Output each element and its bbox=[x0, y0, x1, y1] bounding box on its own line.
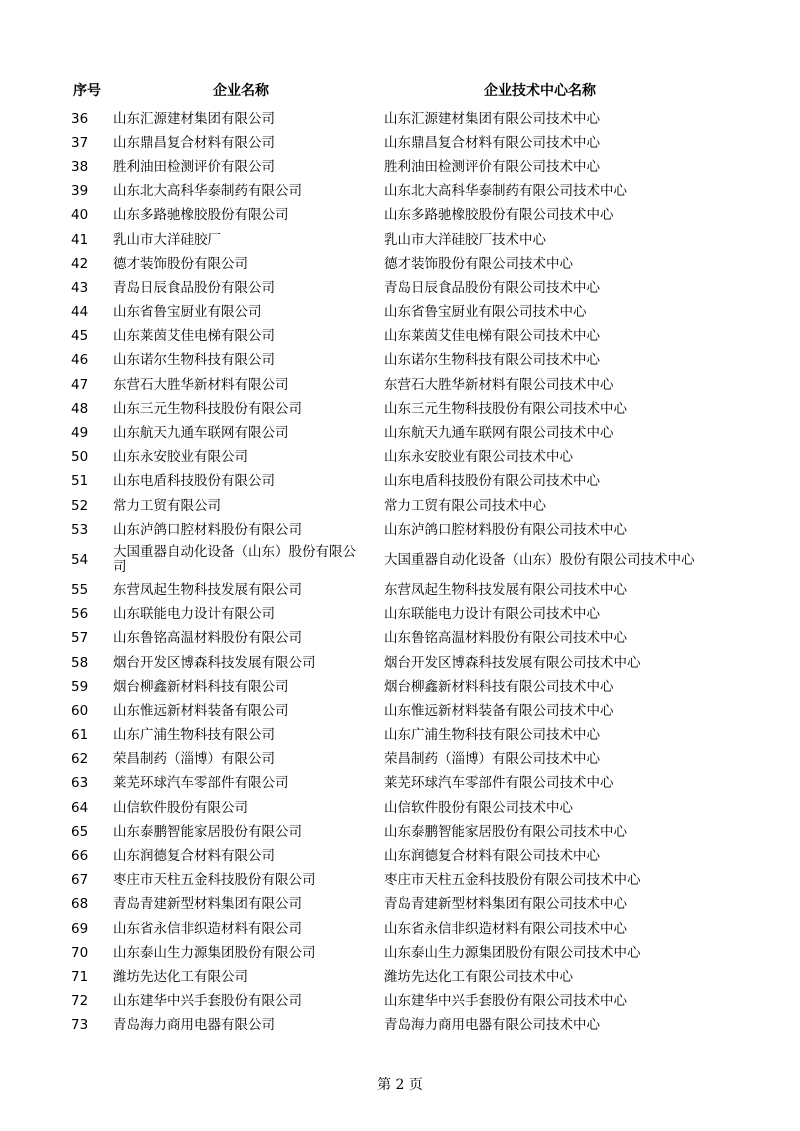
row-company-name: 山东航天九通车联网有限公司 bbox=[113, 425, 289, 442]
row-tech-center-name: 青岛日辰食品股份有限公司技术中心 bbox=[384, 279, 600, 296]
row-company-name: 山东泰山生力源集团股份有限公司 bbox=[113, 944, 316, 961]
table-row bbox=[0, 990, 800, 1014]
row-tech-center-name: 山东联能电力设计有限公司技术中心 bbox=[384, 606, 600, 623]
row-company-name: 东营石大胜华新材料有限公司 bbox=[113, 376, 289, 393]
row-company-name: 青岛海力商用电器有限公司 bbox=[113, 1017, 275, 1034]
row-company-name: 莱芜环球汽车零部件有限公司 bbox=[113, 775, 289, 792]
row-company-name: 荣昌制药（淄博）有限公司 bbox=[113, 751, 275, 768]
table-header bbox=[0, 80, 800, 102]
row-seq: 44 bbox=[71, 304, 89, 321]
row-tech-center-name: 山东省永信非织造材料有限公司技术中心 bbox=[384, 920, 627, 937]
table-row bbox=[0, 301, 800, 325]
row-seq: 36 bbox=[71, 110, 89, 127]
row-tech-center-name: 山东广浦生物科技有限公司技术中心 bbox=[384, 727, 600, 744]
row-company-name: 青岛青建新型材料集团有限公司 bbox=[113, 896, 302, 913]
table-row bbox=[0, 675, 800, 699]
table-row bbox=[0, 155, 800, 179]
table-row bbox=[0, 1014, 800, 1038]
table-row bbox=[0, 446, 800, 470]
row-seq: 61 bbox=[71, 727, 89, 744]
header-company-name: 企业名称 bbox=[213, 83, 269, 99]
row-company-name: 青岛日辰食品股份有限公司 bbox=[113, 279, 275, 296]
table-row bbox=[0, 518, 800, 542]
row-tech-center-name: 大国重器自动化设备（山东）股份有限公司技术中心 bbox=[384, 551, 695, 568]
row-seq: 54 bbox=[71, 551, 89, 568]
row-company-name: 德才装饰股份有限公司 bbox=[113, 255, 248, 272]
row-company-name: 山东建华中兴手套股份有限公司 bbox=[113, 993, 302, 1010]
row-seq: 39 bbox=[71, 183, 89, 200]
row-seq: 63 bbox=[71, 775, 89, 792]
row-seq: 65 bbox=[71, 823, 89, 840]
row-seq: 57 bbox=[71, 630, 89, 647]
row-seq: 38 bbox=[71, 158, 89, 175]
row-company-name: 山信软件股份有限公司 bbox=[113, 799, 248, 816]
row-seq: 49 bbox=[71, 425, 89, 442]
header-seq: 序号 bbox=[73, 83, 101, 99]
row-company-name: 山东省永信非织造材料有限公司 bbox=[113, 920, 302, 937]
row-tech-center-name: 莱芜环球汽车零部件有限公司技术中心 bbox=[384, 775, 614, 792]
row-seq: 60 bbox=[71, 702, 89, 719]
row-company-name: 山东省鲁宝厨业有限公司 bbox=[113, 304, 262, 321]
row-seq: 67 bbox=[71, 872, 89, 889]
row-seq: 58 bbox=[71, 654, 89, 671]
row-company-name: 山东惟远新材料装备有限公司 bbox=[113, 702, 289, 719]
row-tech-center-name: 山东惟远新材料装备有限公司技术中心 bbox=[384, 702, 614, 719]
row-seq: 48 bbox=[71, 400, 89, 417]
row-seq: 37 bbox=[71, 134, 89, 151]
row-company-name: 山东诺尔生物科技有限公司 bbox=[113, 352, 275, 369]
table-row bbox=[0, 421, 800, 445]
row-tech-center-name: 山东润德复合材料有限公司技术中心 bbox=[384, 848, 600, 865]
row-tech-center-name: 烟台柳鑫新材料科技有限公司技术中心 bbox=[384, 678, 614, 695]
row-company-name: 东营凤起生物科技发展有限公司 bbox=[113, 581, 302, 598]
row-seq: 73 bbox=[71, 1017, 89, 1034]
row-seq: 62 bbox=[71, 751, 89, 768]
row-seq: 41 bbox=[71, 231, 89, 248]
row-tech-center-name: 乳山市大洋硅胶厂技术中心 bbox=[384, 231, 546, 248]
row-tech-center-name: 山东航天九通车联网有限公司技术中心 bbox=[384, 425, 614, 442]
row-company-name: 胜利油田检测评价有限公司 bbox=[113, 158, 275, 175]
table-row bbox=[0, 603, 800, 627]
table-row bbox=[0, 578, 800, 602]
row-seq: 50 bbox=[71, 449, 89, 466]
row-seq: 56 bbox=[71, 606, 89, 623]
row-tech-center-name: 山东永安胶业有限公司技术中心 bbox=[384, 449, 573, 466]
row-company-name: 山东汇源建材集团有限公司 bbox=[113, 110, 275, 127]
table-row bbox=[0, 965, 800, 989]
table-row bbox=[0, 373, 800, 397]
table-row bbox=[0, 748, 800, 772]
row-seq: 66 bbox=[71, 848, 89, 865]
table-row bbox=[0, 796, 800, 820]
row-company-name: 大国重器自动化设备（山东）股份有限公司 bbox=[113, 544, 356, 576]
row-company-name: 山东莱茵艾佳电梯有限公司 bbox=[113, 328, 275, 345]
table-row bbox=[0, 893, 800, 917]
row-tech-center-name: 山东北大高科华泰制药有限公司技术中心 bbox=[384, 183, 627, 200]
table-row bbox=[0, 276, 800, 300]
row-company-name: 山东鲁铭高温材料股份有限公司 bbox=[113, 630, 302, 647]
table-row bbox=[0, 494, 800, 518]
row-tech-center-name: 山东诺尔生物科技有限公司技术中心 bbox=[384, 352, 600, 369]
table-row bbox=[0, 397, 800, 421]
row-tech-center-name: 青岛海力商用电器有限公司技术中心 bbox=[384, 1017, 600, 1034]
table-row bbox=[0, 651, 800, 675]
row-company-name: 山东三元生物科技股份有限公司 bbox=[113, 400, 302, 417]
row-seq: 72 bbox=[71, 993, 89, 1010]
row-tech-center-name: 东营石大胜华新材料有限公司技术中心 bbox=[384, 376, 614, 393]
row-seq: 42 bbox=[71, 255, 89, 272]
row-seq: 68 bbox=[71, 896, 89, 913]
row-tech-center-name: 山东泰山生力源集团股份有限公司技术中心 bbox=[384, 944, 641, 961]
row-seq: 43 bbox=[71, 279, 89, 296]
header-tech-center-name: 企业技术中心名称 bbox=[484, 83, 596, 99]
row-company-name: 枣庄市天柱五金科技股份有限公司 bbox=[113, 872, 316, 889]
row-company-name: 乳山市大洋硅胶厂 bbox=[113, 231, 221, 248]
row-seq: 51 bbox=[71, 473, 89, 490]
table-row bbox=[0, 844, 800, 868]
row-tech-center-name: 胜利油田检测评价有限公司技术中心 bbox=[384, 158, 600, 175]
table-row bbox=[0, 252, 800, 276]
row-company-name: 山东联能电力设计有限公司 bbox=[113, 606, 275, 623]
row-company-name: 山东泰鹏智能家居股份有限公司 bbox=[113, 823, 302, 840]
row-tech-center-name: 山东泰鹏智能家居股份有限公司技术中心 bbox=[384, 823, 627, 840]
row-company-name: 山东永安胶业有限公司 bbox=[113, 449, 248, 466]
row-tech-center-name: 山东省鲁宝厨业有限公司技术中心 bbox=[384, 304, 587, 321]
table-row bbox=[0, 699, 800, 723]
row-seq: 45 bbox=[71, 328, 89, 345]
row-tech-center-name: 山东汇源建材集团有限公司技术中心 bbox=[384, 110, 600, 127]
row-company-name: 烟台开发区博森科技发展有限公司 bbox=[113, 654, 316, 671]
row-tech-center-name: 烟台开发区博森科技发展有限公司技术中心 bbox=[384, 654, 641, 671]
table-row bbox=[0, 204, 800, 228]
row-tech-center-name: 山东鼎昌复合材料有限公司技术中心 bbox=[384, 134, 600, 151]
table-row bbox=[0, 542, 800, 578]
row-company-name: 山东鼎昌复合材料有限公司 bbox=[113, 134, 275, 151]
row-company-name: 山东泸鸽口腔材料股份有限公司 bbox=[113, 521, 302, 538]
row-tech-center-name: 青岛青建新型材料集团有限公司技术中心 bbox=[384, 896, 627, 913]
row-tech-center-name: 常力工贸有限公司技术中心 bbox=[384, 497, 546, 514]
row-seq: 40 bbox=[71, 207, 89, 224]
row-tech-center-name: 德才装饰股份有限公司技术中心 bbox=[384, 255, 573, 272]
table-row bbox=[0, 349, 800, 373]
row-tech-center-name: 潍坊先达化工有限公司技术中心 bbox=[384, 968, 573, 985]
row-tech-center-name: 山东三元生物科技股份有限公司技术中心 bbox=[384, 400, 627, 417]
row-company-name: 山东润德复合材料有限公司 bbox=[113, 848, 275, 865]
row-tech-center-name: 山东莱茵艾佳电梯有限公司技术中心 bbox=[384, 328, 600, 345]
row-seq: 70 bbox=[71, 944, 89, 961]
row-company-name: 山东广浦生物科技有限公司 bbox=[113, 727, 275, 744]
row-tech-center-name: 山东多路驰橡胶股份有限公司技术中心 bbox=[384, 207, 614, 224]
table-row bbox=[0, 470, 800, 494]
table-row bbox=[0, 869, 800, 893]
table-row bbox=[0, 107, 800, 131]
row-seq: 47 bbox=[71, 376, 89, 393]
row-tech-center-name: 山东泸鸽口腔材料股份有限公司技术中心 bbox=[384, 521, 627, 538]
row-seq: 59 bbox=[71, 678, 89, 695]
row-seq: 71 bbox=[71, 968, 89, 985]
row-seq: 69 bbox=[71, 920, 89, 937]
row-company-name: 山东北大高科华泰制药有限公司 bbox=[113, 183, 302, 200]
table-row bbox=[0, 180, 800, 204]
table-row bbox=[0, 941, 800, 965]
row-tech-center-name: 山东电盾科技股份有限公司技术中心 bbox=[384, 473, 600, 490]
table-row bbox=[0, 131, 800, 155]
row-company-name: 常力工贸有限公司 bbox=[113, 497, 221, 514]
table-body bbox=[0, 107, 800, 1038]
row-tech-center-name: 荣昌制药（淄博）有限公司技术中心 bbox=[384, 751, 600, 768]
table-row bbox=[0, 228, 800, 252]
row-seq: 46 bbox=[71, 352, 89, 369]
table-row bbox=[0, 325, 800, 349]
table-row bbox=[0, 772, 800, 796]
row-company-name: 山东电盾科技股份有限公司 bbox=[113, 473, 275, 490]
row-seq: 52 bbox=[71, 497, 89, 514]
row-tech-center-name: 枣庄市天柱五金科技股份有限公司技术中心 bbox=[384, 872, 641, 889]
row-seq: 53 bbox=[71, 521, 89, 538]
table-row bbox=[0, 820, 800, 844]
row-company-name: 烟台柳鑫新材料科技有限公司 bbox=[113, 678, 289, 695]
table-row bbox=[0, 724, 800, 748]
row-seq: 64 bbox=[71, 799, 89, 816]
row-tech-center-name: 山东建华中兴手套股份有限公司技术中心 bbox=[384, 993, 627, 1010]
row-seq: 55 bbox=[71, 581, 89, 598]
row-tech-center-name: 山信软件股份有限公司技术中心 bbox=[384, 799, 573, 816]
row-tech-center-name: 东营凤起生物科技发展有限公司技术中心 bbox=[384, 581, 627, 598]
row-company-name: 山东多路驰橡胶股份有限公司 bbox=[113, 207, 289, 224]
table-row bbox=[0, 627, 800, 651]
page-number: 第 2 页 bbox=[377, 1077, 423, 1093]
row-tech-center-name: 山东鲁铭高温材料股份有限公司技术中心 bbox=[384, 630, 627, 647]
table-row bbox=[0, 917, 800, 941]
row-company-name: 潍坊先达化工有限公司 bbox=[113, 968, 248, 985]
